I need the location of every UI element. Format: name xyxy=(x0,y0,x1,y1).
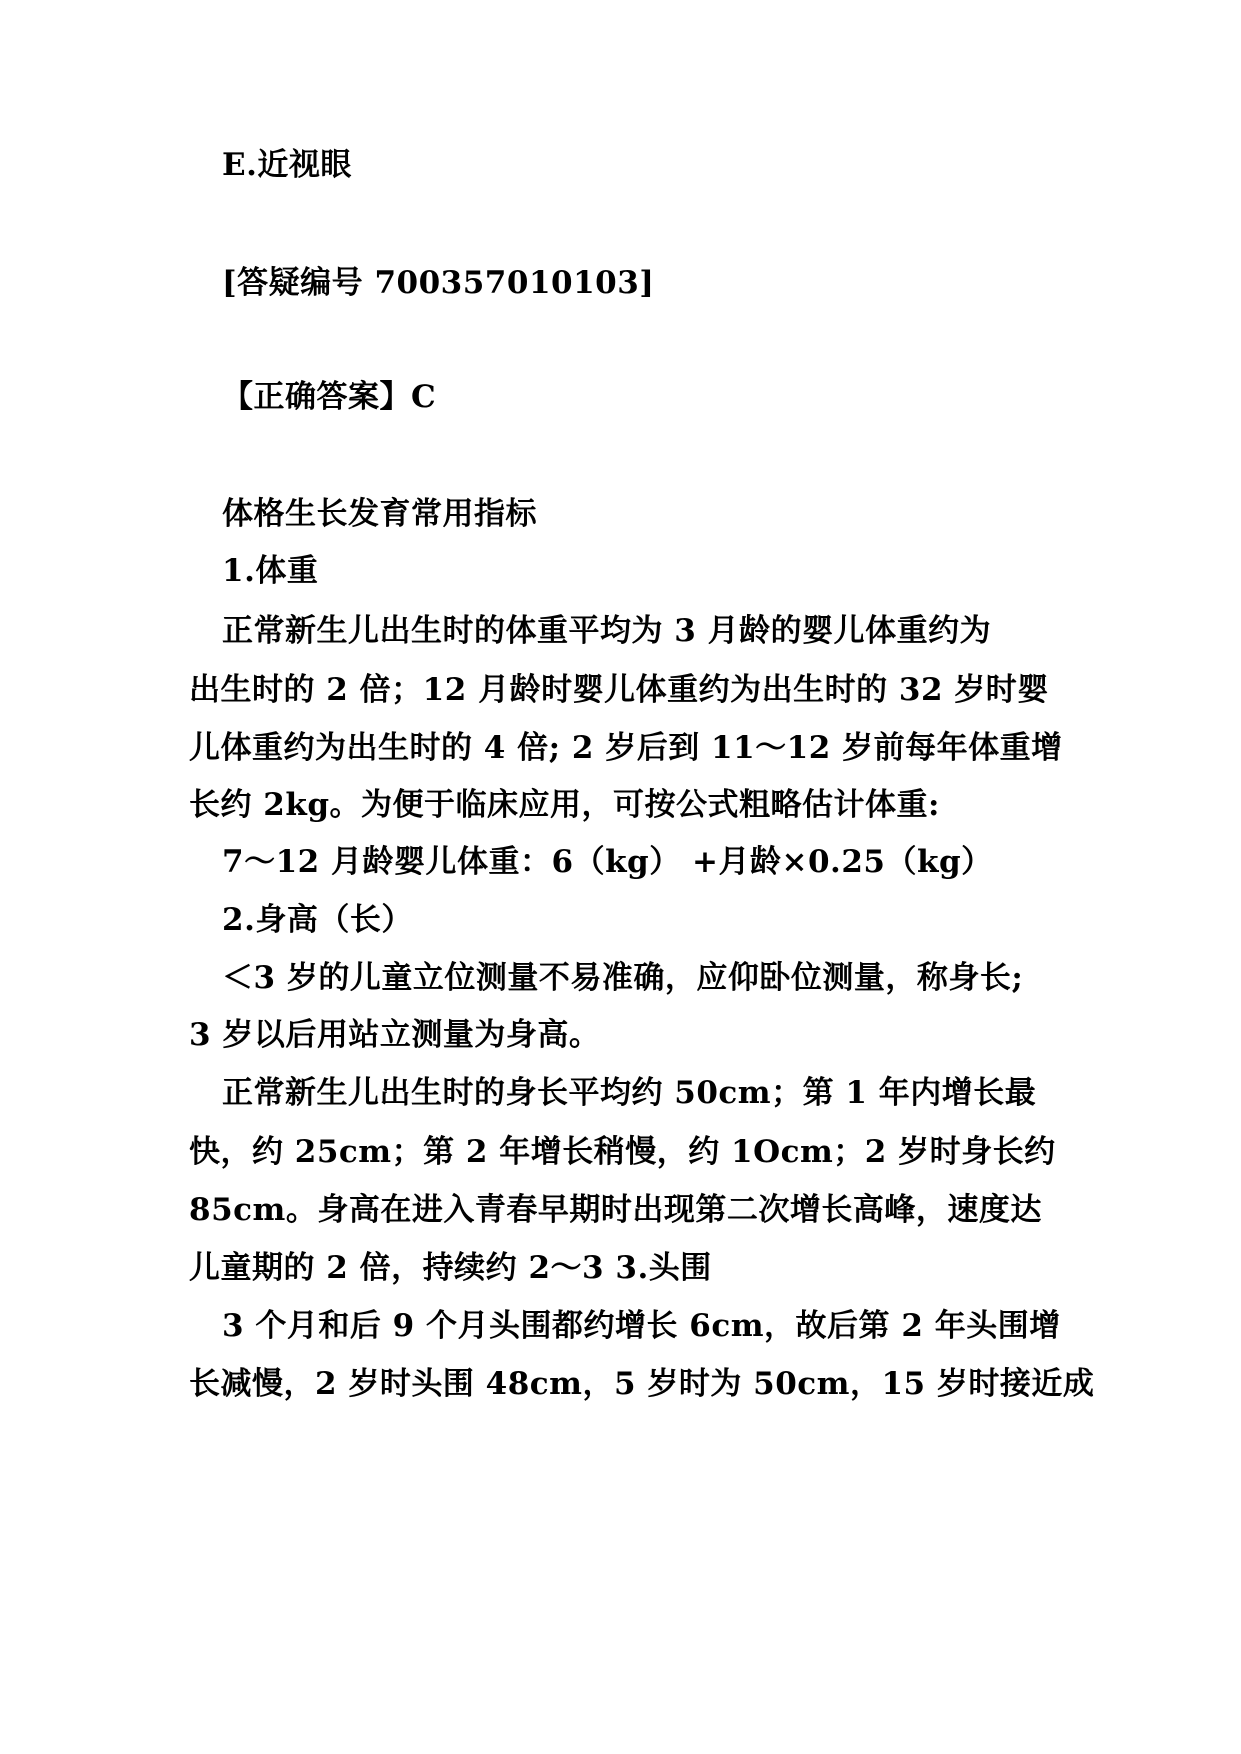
height-para2-line-2: 快，约 25cm；第 2 年增长稍慢，约 1Ocm；2 岁时身长约 xyxy=(189,1134,1056,1170)
height-para1-line-2: 3 岁以后用站立测量为身高。 xyxy=(189,1017,601,1053)
height-para1-line-1: ＜3 岁的儿童立位测量不易准确，应仰卧位测量，称身长; xyxy=(222,960,1024,996)
weight-heading: 1.体重 xyxy=(222,553,319,589)
weight-line-1: 正常新生儿出生时的体重平均为 3 月龄的婴儿体重约为 xyxy=(222,613,992,649)
height-para2-line-1: 正常新生儿出生时的身长平均约 50cm；第 1 年内增长最 xyxy=(222,1075,1037,1111)
correct-answer: 【正确答案】C xyxy=(222,379,437,415)
weight-line-3: 儿体重约为出生时的 4 倍; 2 岁后到 11～12 岁前每年体重增 xyxy=(189,730,1063,766)
option-e: E.近视眼 xyxy=(222,147,352,183)
section-title: 体格生长发育常用指标 xyxy=(222,496,537,532)
head-line-1: 3 个月和后 9 个月头围都约增长 6cm，故后第 2 年头围增 xyxy=(222,1308,1061,1344)
weight-line-4: 长约 2kg。为便于临床应用，可按公式粗略估计体重: xyxy=(189,787,940,823)
weight-formula: 7～12 月龄婴儿体重：6（kg） +月龄×0.25（kg） xyxy=(222,844,993,880)
height-para2-line-3: 85cm。身高在进入青春早期时出现第二次增长高峰，速度达 xyxy=(189,1192,1042,1228)
height-para2-line-4: 儿童期的 2 倍，持续约 2～3 3.头围 xyxy=(189,1250,712,1286)
height-heading: 2.身高（长） xyxy=(222,902,413,938)
weight-line-2: 出生时的 2 倍；12 月龄时婴儿体重约为出生时的 32 岁时婴 xyxy=(189,672,1049,708)
head-line-2: 长减慢，2 岁时头围 48cm，5 岁时为 50cm，15 岁时接近成 xyxy=(189,1366,1095,1402)
question-id: [答疑编号 700357010103] xyxy=(222,265,655,301)
